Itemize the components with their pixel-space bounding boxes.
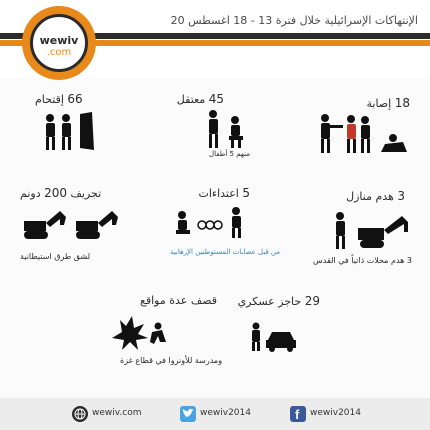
raid-count: 66 [67, 92, 83, 106]
facebook-icon [290, 406, 306, 422]
injury-icon [315, 112, 415, 156]
injury-label: إصابة [366, 97, 392, 110]
assault-note: من قبل عصابات المستوطنين الإرهابية [170, 248, 280, 256]
checkpoint-title [238, 294, 320, 308]
globe-icon [72, 406, 88, 422]
detainee-label: معتقل [176, 93, 206, 106]
website-url: wewiv.com [92, 408, 142, 418]
logo-text: wewiv [39, 34, 79, 47]
demolition-count: 3 [397, 189, 405, 203]
demolition-icon [330, 210, 416, 250]
assault-title [199, 186, 251, 200]
svg-text:f: f [295, 407, 300, 422]
footer-facebook[interactable] [290, 406, 410, 422]
raid-icon [42, 110, 98, 152]
explosion-icon [110, 312, 172, 352]
demolition-title [346, 189, 405, 203]
twitter-handle: wewiv2014 [200, 408, 251, 418]
detainee-icon [203, 108, 247, 150]
bulldozing-label: تجريف [70, 187, 102, 200]
raid-label: إقتحام [35, 93, 64, 106]
bulldozing-note: لشق طرق استيطانية [20, 252, 91, 261]
detainee-note: منهم 5 أطفال [209, 150, 250, 158]
assault-label: اعتداءات [198, 187, 239, 200]
bulldozing-count: 200 [44, 186, 67, 200]
demolition-label: هدم منازل [346, 190, 394, 203]
title-bar [95, 14, 430, 34]
checkpoint-count: 29 [304, 294, 320, 308]
footer [0, 398, 430, 430]
assault-icon [172, 205, 252, 239]
twitter-icon [180, 406, 196, 422]
shelling-note: ومدرسة للأونروا في قطاع غزة [120, 356, 223, 365]
logo-domain: .com [46, 47, 72, 58]
demolition-note: 3 هدم محلات ذاتياً في القدس [313, 256, 412, 265]
injury-count: 18 [394, 96, 410, 110]
page-title: الإنتهاكات الإسرائيلية خلال فترة 13 - 18 اغسطس 20 [170, 14, 418, 27]
injury-title [367, 96, 411, 110]
detainee-count: 45 [208, 92, 224, 106]
assault-count: 5 [242, 186, 250, 200]
bulldozer-icon [20, 205, 130, 243]
shelling-title: قصف عدة مواقع [140, 294, 218, 307]
facebook-handle: wewiv2014 [310, 408, 361, 418]
footer-twitter[interactable] [180, 406, 290, 422]
detainee-title [177, 92, 224, 106]
bulldozing-title [20, 186, 101, 200]
bulldozing-unit: دونم [20, 187, 41, 200]
checkpoint-label: حاجز عسكري [237, 295, 302, 308]
footer-website[interactable] [72, 406, 172, 422]
checkpoint-icon [248, 322, 298, 352]
raid-title [35, 92, 83, 106]
